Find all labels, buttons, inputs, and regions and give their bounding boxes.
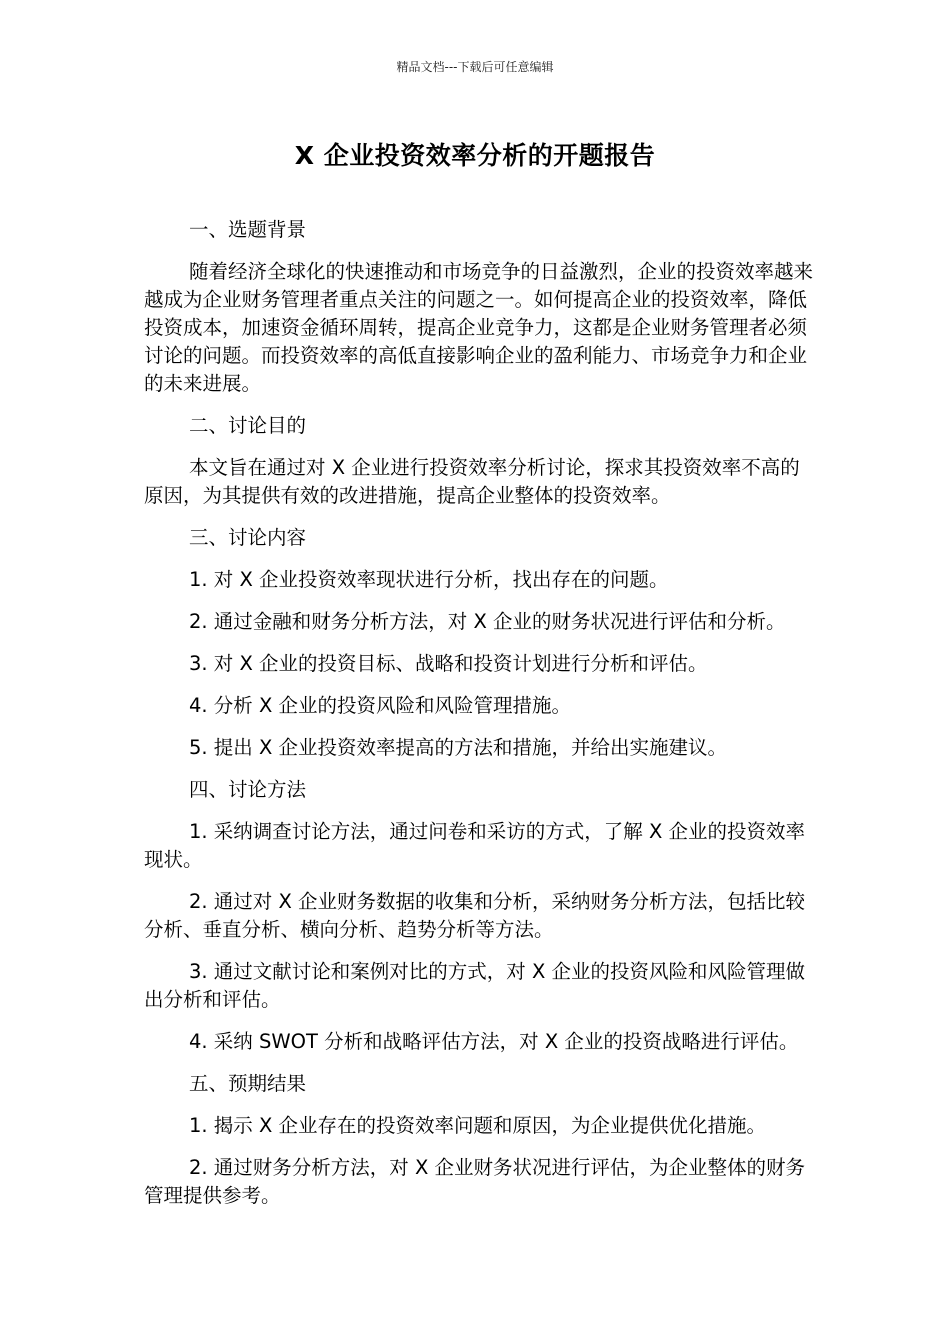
list-item-content-4: 4. 分析 X 企业的投资风险和风险管理措施。 [189, 694, 572, 717]
document-body [144, 216, 816, 1224]
section-heading-background: 一、选题背景 [189, 218, 307, 241]
section-heading-content: 三、讨论内容 [189, 526, 307, 549]
paragraph-background: 随着经济全球化的快速推动和市场竞争的日益激烈，企业的投资效率越来越成为企业财务管理者重点关注的问题之一。如何提高企业的投资效率，降低投资成本，加速资金循环周转，提高企业竞争力，这都是企业财务管理者必须讨论的问题。而投资效率的高低直接影响企业的盈利能力、市场竞争力和企业的未来进展。 [144, 260, 814, 395]
paragraph-purpose: 本文旨在通过对 X 企业进行投资效率分析讨论，探求其投资效率不高的原因，为其提供有效的改进措施，提高企业整体的投资效率。 [144, 456, 800, 507]
document-title: X 企业投资效率分析的开题报告 [294, 141, 656, 170]
section-heading-methods: 四、讨论方法 [189, 778, 307, 801]
list-item-method-2: 2. 通过对 X 企业财务数据的收集和分析，采纳财务分析方法，包括比较分析、垂直分析、横向分析、趋势分析等方法。 [144, 890, 806, 941]
list-item-method-3: 3. 通过文献讨论和案例对比的方式，对 X 企业的投资风险和风险管理做出分析和评估。 [144, 960, 806, 1011]
list-item-result-1: 1. 揭示 X 企业存在的投资效率问题和原因，为企业提供优化措施。 [189, 1114, 767, 1137]
list-item-method-1: 1. 采纳调查讨论方法，通过问卷和采访的方式，了解 X 企业的投资效率现状。 [144, 820, 806, 871]
header-note: 精品文档---下载后可任意编辑 [396, 60, 554, 74]
list-item-content-2: 2. 通过金融和财务分析方法，对 X 企业的财务状况进行评估和分析。 [189, 610, 786, 633]
list-item-result-2: 2. 通过财务分析方法，对 X 企业财务状况进行评估，为企业整体的财务管理提供参考。 [144, 1156, 806, 1207]
list-item-method-4: 4. 采纳 SWOT 分析和战略评估方法，对 X 企业的投资战略进行评估。 [189, 1030, 799, 1053]
section-heading-purpose: 二、讨论目的 [189, 414, 307, 437]
list-item-content-5: 5. 提出 X 企业投资效率提高的方法和措施，并给出实施建议。 [189, 736, 728, 759]
list-item-content-3: 3. 对 X 企业的投资目标、战略和投资计划进行分析和评估。 [189, 652, 708, 675]
section-heading-expected-results: 五、预期结果 [189, 1072, 307, 1095]
list-item-content-1: 1. 对 X 企业投资效率现状进行分析，找出存在的问题。 [189, 568, 669, 591]
